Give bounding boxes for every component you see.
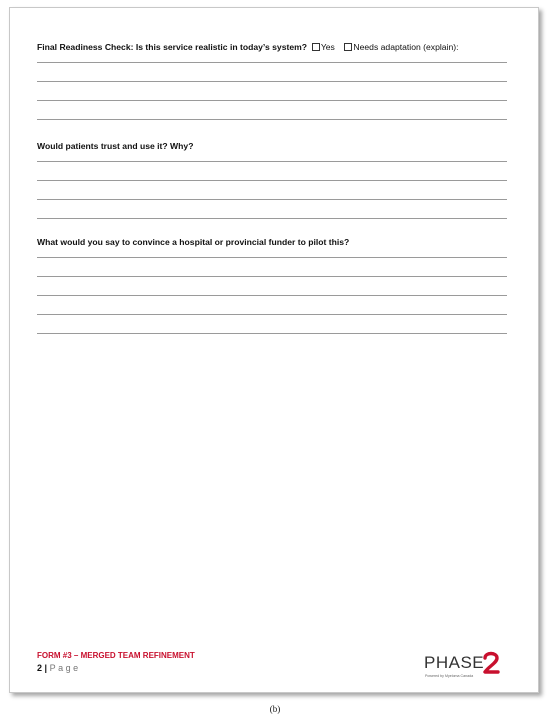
- figure-caption: (b): [269, 704, 281, 714]
- answer-line[interactable]: [37, 199, 507, 200]
- question-funder: [37, 237, 507, 352]
- question-funder-text: What would you say to convince a hospital or provincial funder to pilot this?: [37, 237, 350, 247]
- answer-lines[interactable]: [37, 62, 507, 120]
- page-separator: |: [44, 663, 48, 673]
- answer-lines[interactable]: [37, 161, 507, 219]
- question-readiness: [37, 42, 507, 138]
- logo-wordmark: PHASE: [424, 653, 485, 672]
- answer-line[interactable]: [37, 81, 507, 82]
- footer-page-number: [37, 663, 81, 673]
- checkbox-yes[interactable]: [312, 43, 320, 51]
- answer-line[interactable]: [37, 276, 507, 277]
- logo-two-mark-icon: [481, 650, 501, 676]
- document-page: [9, 7, 539, 693]
- answer-line[interactable]: [37, 119, 507, 120]
- answer-line[interactable]: [37, 295, 507, 296]
- answer-line[interactable]: [37, 180, 507, 181]
- answer-line[interactable]: [37, 333, 507, 334]
- checkbox-needs-adaptation[interactable]: [344, 43, 352, 51]
- answer-lines[interactable]: [37, 257, 507, 334]
- page-word: Page: [49, 663, 81, 673]
- logo-tagline: Powered by Myeloma Canada: [425, 674, 474, 678]
- answer-line[interactable]: [37, 100, 507, 101]
- question-trust: [37, 141, 507, 237]
- page-number: 2: [37, 663, 43, 673]
- answer-line[interactable]: [37, 161, 507, 162]
- answer-line[interactable]: [37, 314, 507, 315]
- question-trust-text: Would patients trust and use it? Why?: [37, 141, 194, 151]
- phase-logo: [424, 653, 500, 689]
- answer-line[interactable]: [37, 218, 507, 219]
- footer-form-title: FORM #3 – MERGED TEAM REFINEMENT: [37, 651, 195, 660]
- answer-line[interactable]: [37, 62, 507, 63]
- option-yes[interactable]: Yes: [309, 42, 334, 52]
- option-needs-adaptation[interactable]: Needs adaptation (explain):: [337, 42, 458, 52]
- question-readiness-text: Final Readiness Check: Is this service realistic in today’s system? Yes Needs adaptation (explain):: [37, 42, 459, 52]
- answer-line[interactable]: [37, 257, 507, 258]
